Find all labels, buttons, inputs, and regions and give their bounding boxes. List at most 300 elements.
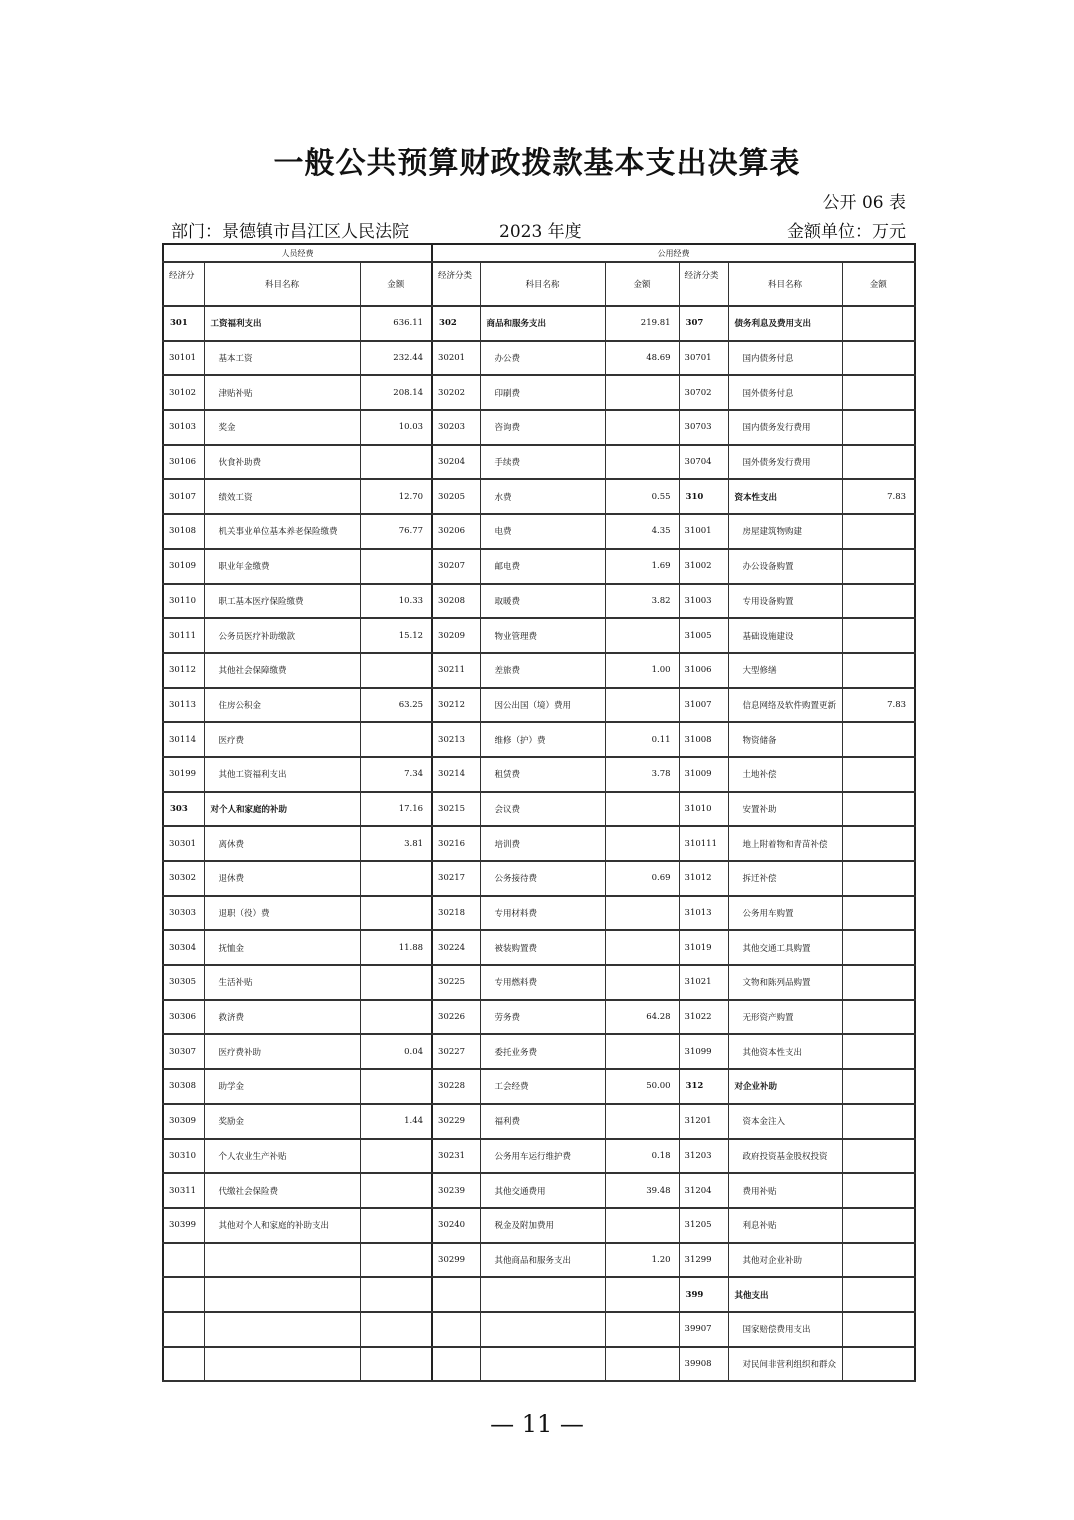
o-name-cell: 国内债务发行费用: [728, 410, 842, 445]
group-public: 公用经费: [432, 244, 915, 262]
g-amount-cell: [605, 1034, 679, 1069]
o-code-cell: 310: [679, 479, 728, 514]
g-amount-cell: 1.20: [605, 1243, 679, 1278]
p-code-cell: 30106: [163, 445, 204, 480]
g-amount-cell: 39.48: [605, 1173, 679, 1208]
g-amount-cell: [605, 410, 679, 445]
o-code-cell: 31299: [679, 1243, 728, 1278]
o-amount-cell: [842, 445, 915, 480]
o-code-cell: 31010: [679, 792, 728, 827]
table-row: [163, 1173, 915, 1208]
g-name-cell: 劳务费: [480, 1000, 605, 1035]
o-name-cell: 无形资产购置: [728, 1000, 842, 1035]
p-amount-cell: 12.70: [360, 479, 432, 514]
o-name-cell: 资本金注入: [728, 1104, 842, 1139]
p-amount-cell: 63.25: [360, 688, 432, 723]
g-name-cell: 水费: [480, 479, 605, 514]
g-name-cell: 培训费: [480, 826, 605, 861]
p-amount-cell: [360, 549, 432, 584]
p-name-cell: 代缴社会保险费: [204, 1173, 360, 1208]
o-code-cell: 31201: [679, 1104, 728, 1139]
o-code-cell: 39908: [679, 1347, 728, 1382]
table-row: [163, 688, 915, 723]
p-amount-cell: 10.33: [360, 584, 432, 619]
g-amount-cell: 3.78: [605, 757, 679, 792]
o-amount-cell: [842, 826, 915, 861]
g-amount-cell: [605, 375, 679, 410]
g-amount-cell: [605, 688, 679, 723]
o-amount-cell: [842, 757, 915, 792]
o-amount-cell: 7.83: [842, 688, 915, 723]
o-code-cell: 399: [679, 1277, 728, 1312]
page-title: 一般公共预算财政拨款基本支出决算表: [273, 146, 801, 181]
g-code-cell: 30212: [432, 688, 480, 723]
o-amount-cell: [842, 1312, 915, 1347]
o-name-cell: 费用补贴: [728, 1173, 842, 1208]
p-code-cell: 30301: [163, 826, 204, 861]
o-code-cell: 31099: [679, 1034, 728, 1069]
g-name-cell: [480, 1277, 605, 1312]
g-name-cell: 维修（护）费: [480, 722, 605, 757]
p-name-cell: 离休费: [204, 826, 360, 861]
table-row: [163, 826, 915, 861]
p-amount-cell: [360, 1347, 432, 1382]
header-o-code: 经济分类: [679, 262, 728, 306]
p-name-cell: 生活补贴: [204, 965, 360, 1000]
table-row: [163, 722, 915, 757]
p-name-cell: 其他对个人和家庭的补助支出: [204, 1208, 360, 1243]
header-p-amount: 金额: [360, 262, 432, 306]
p-code-cell: 30310: [163, 1139, 204, 1174]
o-amount-cell: 7.83: [842, 479, 915, 514]
o-name-cell: 国外债务发行费用: [728, 445, 842, 480]
group-personnel: 人员经费: [163, 244, 432, 262]
p-code-cell: 30107: [163, 479, 204, 514]
table-row: [163, 410, 915, 445]
o-name-cell: 对企业补助: [728, 1069, 842, 1104]
g-code-cell: 30231: [432, 1139, 480, 1174]
g-name-cell: 取暖费: [480, 584, 605, 619]
page-number: — 11 —: [490, 1410, 584, 1438]
o-amount-cell: [842, 1277, 915, 1312]
o-name-cell: 基础设施建设: [728, 618, 842, 653]
g-amount-cell: [605, 792, 679, 827]
p-amount-cell: [360, 722, 432, 757]
g-code-cell: 30226: [432, 1000, 480, 1035]
table-row: [163, 653, 915, 688]
table-row: [163, 306, 915, 341]
g-code-cell: 30214: [432, 757, 480, 792]
g-code-cell: 30208: [432, 584, 480, 619]
o-code-cell: 31007: [679, 688, 728, 723]
p-name-cell: [204, 1312, 360, 1347]
o-amount-cell: [842, 375, 915, 410]
p-name-cell: [204, 1347, 360, 1382]
g-amount-cell: 48.69: [605, 341, 679, 376]
g-name-cell: 印刷费: [480, 375, 605, 410]
g-name-cell: 因公出国（境）费用: [480, 688, 605, 723]
g-name-cell: 其他商品和服务支出: [480, 1243, 605, 1278]
header-g-code: 经济分类: [432, 262, 480, 306]
p-name-cell: 医疗费: [204, 722, 360, 757]
p-code-cell: 30311: [163, 1173, 204, 1208]
o-code-cell: 30702: [679, 375, 728, 410]
g-name-cell: 专用材料费: [480, 896, 605, 931]
o-name-cell: 专用设备购置: [728, 584, 842, 619]
g-code-cell: 30218: [432, 896, 480, 931]
header-p-code: 经济分: [163, 262, 204, 306]
g-code-cell: 30229: [432, 1104, 480, 1139]
table-row: [163, 1000, 915, 1035]
p-amount-cell: 11.88: [360, 930, 432, 965]
p-code-cell: 30308: [163, 1069, 204, 1104]
p-code-cell: 30103: [163, 410, 204, 445]
o-name-cell: 信息网络及软件购置更新: [728, 688, 842, 723]
g-code-cell: 30203: [432, 410, 480, 445]
o-code-cell: 30704: [679, 445, 728, 480]
g-name-cell: 税金及附加费用: [480, 1208, 605, 1243]
o-amount-cell: [842, 1000, 915, 1035]
g-name-cell: 专用燃料费: [480, 965, 605, 1000]
p-name-cell: 绩效工资: [204, 479, 360, 514]
g-code-cell: [432, 1277, 480, 1312]
o-code-cell: 31022: [679, 1000, 728, 1035]
p-name-cell: 公务员医疗补助缴款: [204, 618, 360, 653]
o-code-cell: 31205: [679, 1208, 728, 1243]
o-code-cell: 31012: [679, 861, 728, 896]
g-code-cell: 30205: [432, 479, 480, 514]
o-name-cell: 物资储备: [728, 722, 842, 757]
p-code-cell: 30109: [163, 549, 204, 584]
o-amount-cell: [842, 930, 915, 965]
p-amount-cell: 3.81: [360, 826, 432, 861]
table-row: [163, 1208, 915, 1243]
p-code-cell: 30305: [163, 965, 204, 1000]
g-amount-cell: [605, 1312, 679, 1347]
table-row: [163, 1347, 915, 1382]
o-code-cell: 312: [679, 1069, 728, 1104]
o-name-cell: 国内债务付息: [728, 341, 842, 376]
o-amount-cell: [842, 1347, 915, 1382]
g-code-cell: 30207: [432, 549, 480, 584]
p-name-cell: 职工基本医疗保险缴费: [204, 584, 360, 619]
table-row: [163, 861, 915, 896]
p-amount-cell: 208.14: [360, 375, 432, 410]
p-code-cell: 30309: [163, 1104, 204, 1139]
p-amount-cell: [360, 1312, 432, 1347]
p-name-cell: 其他社会保障缴费: [204, 653, 360, 688]
o-name-cell: 办公设备购置: [728, 549, 842, 584]
table-row: [163, 549, 915, 584]
g-code-cell: 30299: [432, 1243, 480, 1278]
table-row: [163, 584, 915, 619]
table-row: [163, 1312, 915, 1347]
o-code-cell: 31009: [679, 757, 728, 792]
p-name-cell: 奖金: [204, 410, 360, 445]
g-code-cell: 30213: [432, 722, 480, 757]
p-name-cell: 职业年金缴费: [204, 549, 360, 584]
o-code-cell: 31204: [679, 1173, 728, 1208]
g-name-cell: 公务用车运行维护费: [480, 1139, 605, 1174]
p-code-cell: 30303: [163, 896, 204, 931]
g-name-cell: 邮电费: [480, 549, 605, 584]
department-label: 部门：景德镇市昌江区人民法院: [171, 222, 409, 242]
g-name-cell: 商品和服务支出: [480, 306, 605, 341]
p-name-cell: [204, 1243, 360, 1278]
table-row: [163, 757, 915, 792]
unit-label: 金额单位：万元: [787, 222, 906, 242]
p-code-cell: [163, 1312, 204, 1347]
p-amount-cell: 17.16: [360, 792, 432, 827]
o-amount-cell: [842, 1208, 915, 1243]
g-name-cell: 租赁费: [480, 757, 605, 792]
year-label: 2023 年度: [499, 222, 582, 242]
p-name-cell: [204, 1277, 360, 1312]
p-code-cell: 30113: [163, 688, 204, 723]
o-code-cell: 31013: [679, 896, 728, 931]
g-name-cell: 工会经费: [480, 1069, 605, 1104]
table-row: [163, 1104, 915, 1139]
p-name-cell: 其他工资福利支出: [204, 757, 360, 792]
g-amount-cell: [605, 1104, 679, 1139]
g-name-cell: [480, 1347, 605, 1382]
g-code-cell: 30239: [432, 1173, 480, 1208]
p-amount-cell: [360, 1069, 432, 1104]
p-amount-cell: [360, 965, 432, 1000]
p-code-cell: 30307: [163, 1034, 204, 1069]
o-name-cell: 地上附着物和青苗补偿: [728, 826, 842, 861]
table-row: [163, 341, 915, 376]
o-name-cell: 安置补助: [728, 792, 842, 827]
o-amount-cell: [842, 722, 915, 757]
p-code-cell: 30108: [163, 514, 204, 549]
g-code-cell: 30228: [432, 1069, 480, 1104]
p-code-cell: 30101: [163, 341, 204, 376]
o-name-cell: 大型修缮: [728, 653, 842, 688]
table-row: [163, 930, 915, 965]
o-name-cell: 对民间非营利组织和群众: [728, 1347, 842, 1382]
p-name-cell: 对个人和家庭的补助: [204, 792, 360, 827]
header-p-name: 科目名称: [204, 262, 360, 306]
p-name-cell: 津贴补贴: [204, 375, 360, 410]
o-amount-cell: [842, 618, 915, 653]
p-name-cell: 工资福利支出: [204, 306, 360, 341]
g-amount-cell: [605, 445, 679, 480]
g-name-cell: 公务接待费: [480, 861, 605, 896]
o-name-cell: 债务利息及费用支出: [728, 306, 842, 341]
g-code-cell: 30240: [432, 1208, 480, 1243]
p-amount-cell: [360, 653, 432, 688]
o-code-cell: 31203: [679, 1139, 728, 1174]
g-code-cell: 30216: [432, 826, 480, 861]
o-amount-cell: [842, 792, 915, 827]
g-code-cell: 30204: [432, 445, 480, 480]
g-code-cell: [432, 1347, 480, 1382]
o-amount-cell: [842, 410, 915, 445]
g-amount-cell: 0.69: [605, 861, 679, 896]
o-code-cell: 31019: [679, 930, 728, 965]
o-amount-cell: [842, 306, 915, 341]
header-o-name: 科目名称: [728, 262, 842, 306]
p-name-cell: 助学金: [204, 1069, 360, 1104]
p-code-cell: [163, 1347, 204, 1382]
g-amount-cell: [605, 826, 679, 861]
header-g-name: 科目名称: [480, 262, 605, 306]
o-name-cell: 文物和陈列品购置: [728, 965, 842, 1000]
g-code-cell: 30215: [432, 792, 480, 827]
g-code-cell: 302: [432, 306, 480, 341]
table-row: [163, 514, 915, 549]
g-amount-cell: [605, 1208, 679, 1243]
p-name-cell: 退职（役）费: [204, 896, 360, 931]
p-amount-cell: [360, 1139, 432, 1174]
p-code-cell: 30304: [163, 930, 204, 965]
table-row: [163, 479, 915, 514]
o-amount-cell: [842, 549, 915, 584]
g-name-cell: 电费: [480, 514, 605, 549]
o-amount-cell: [842, 861, 915, 896]
p-code-cell: 30199: [163, 757, 204, 792]
p-amount-cell: 15.12: [360, 618, 432, 653]
p-code-cell: 30399: [163, 1208, 204, 1243]
g-name-cell: 委托业务费: [480, 1034, 605, 1069]
o-amount-cell: [842, 896, 915, 931]
p-code-cell: 30110: [163, 584, 204, 619]
o-name-cell: 利息补贴: [728, 1208, 842, 1243]
p-name-cell: 救济费: [204, 1000, 360, 1035]
p-code-cell: [163, 1243, 204, 1278]
o-code-cell: 31003: [679, 584, 728, 619]
o-name-cell: 其他支出: [728, 1277, 842, 1312]
g-code-cell: 30217: [432, 861, 480, 896]
p-amount-cell: [360, 896, 432, 931]
table-row: [163, 445, 915, 480]
g-name-cell: 会议费: [480, 792, 605, 827]
o-amount-cell: [842, 341, 915, 376]
table-row: [163, 896, 915, 931]
g-code-cell: 30225: [432, 965, 480, 1000]
o-name-cell: 其他交通工具购置: [728, 930, 842, 965]
p-amount-cell: [360, 1173, 432, 1208]
g-amount-cell: [605, 896, 679, 931]
g-amount-cell: [605, 618, 679, 653]
group-header-row: [163, 244, 915, 262]
g-code-cell: 30206: [432, 514, 480, 549]
p-amount-cell: 636.11: [360, 306, 432, 341]
g-name-cell: 办公费: [480, 341, 605, 376]
p-amount-cell: 232.44: [360, 341, 432, 376]
p-code-cell: 30112: [163, 653, 204, 688]
p-code-cell: 30306: [163, 1000, 204, 1035]
p-name-cell: 住房公积金: [204, 688, 360, 723]
o-name-cell: 公务用车购置: [728, 896, 842, 931]
o-amount-cell: [842, 1034, 915, 1069]
column-header-row: [163, 262, 915, 306]
o-amount-cell: [842, 584, 915, 619]
o-amount-cell: [842, 653, 915, 688]
p-code-cell: 303: [163, 792, 204, 827]
o-code-cell: 30701: [679, 341, 728, 376]
table-row: [163, 965, 915, 1000]
p-code-cell: 30114: [163, 722, 204, 757]
p-code-cell: 30111: [163, 618, 204, 653]
o-code-cell: 30703: [679, 410, 728, 445]
o-amount-cell: [842, 514, 915, 549]
g-amount-cell: [605, 930, 679, 965]
g-name-cell: 手续费: [480, 445, 605, 480]
g-code-cell: [432, 1312, 480, 1347]
table-row: [163, 1069, 915, 1104]
o-code-cell: 31021: [679, 965, 728, 1000]
p-name-cell: 伙食补助费: [204, 445, 360, 480]
o-name-cell: 政府投资基金股权投资: [728, 1139, 842, 1174]
p-name-cell: 奖励金: [204, 1104, 360, 1139]
g-amount-cell: [605, 1347, 679, 1382]
p-amount-cell: 1.44: [360, 1104, 432, 1139]
o-code-cell: 31006: [679, 653, 728, 688]
p-amount-cell: 76.77: [360, 514, 432, 549]
p-name-cell: 基本工资: [204, 341, 360, 376]
g-amount-cell: 1.69: [605, 549, 679, 584]
o-amount-cell: [842, 1243, 915, 1278]
o-code-cell: 310111: [679, 826, 728, 861]
o-code-cell: 31008: [679, 722, 728, 757]
p-amount-cell: 7.34: [360, 757, 432, 792]
g-amount-cell: 219.81: [605, 306, 679, 341]
g-amount-cell: 1.00: [605, 653, 679, 688]
g-amount-cell: 0.55: [605, 479, 679, 514]
p-amount-cell: [360, 861, 432, 896]
table-row: [163, 792, 915, 827]
table-row: [163, 375, 915, 410]
p-amount-cell: 0.04: [360, 1034, 432, 1069]
p-code-cell: 30302: [163, 861, 204, 896]
p-amount-cell: [360, 1243, 432, 1278]
g-amount-cell: 3.82: [605, 584, 679, 619]
o-name-cell: 国外债务付息: [728, 375, 842, 410]
g-amount-cell: 50.00: [605, 1069, 679, 1104]
table-row: [163, 1243, 915, 1278]
table-row: [163, 618, 915, 653]
o-code-cell: 307: [679, 306, 728, 341]
p-name-cell: 退休费: [204, 861, 360, 896]
g-code-cell: 30209: [432, 618, 480, 653]
p-amount-cell: [360, 1277, 432, 1312]
p-amount-cell: [360, 1208, 432, 1243]
g-name-cell: 物业管理费: [480, 618, 605, 653]
g-amount-cell: 4.35: [605, 514, 679, 549]
p-code-cell: 301: [163, 306, 204, 341]
g-name-cell: 咨询费: [480, 410, 605, 445]
p-code-cell: 30102: [163, 375, 204, 410]
g-amount-cell: 0.18: [605, 1139, 679, 1174]
o-code-cell: 31005: [679, 618, 728, 653]
g-code-cell: 30201: [432, 341, 480, 376]
p-name-cell: 医疗费补助: [204, 1034, 360, 1069]
table-row: [163, 1139, 915, 1174]
g-name-cell: 福利费: [480, 1104, 605, 1139]
p-name-cell: 个人农业生产补贴: [204, 1139, 360, 1174]
o-code-cell: 31002: [679, 549, 728, 584]
o-amount-cell: [842, 1173, 915, 1208]
g-amount-cell: [605, 965, 679, 1000]
g-amount-cell: [605, 1277, 679, 1312]
g-code-cell: 30227: [432, 1034, 480, 1069]
p-amount-cell: [360, 445, 432, 480]
header-o-amount: 金额: [842, 262, 915, 306]
o-amount-cell: [842, 1139, 915, 1174]
p-name-cell: 抚恤金: [204, 930, 360, 965]
